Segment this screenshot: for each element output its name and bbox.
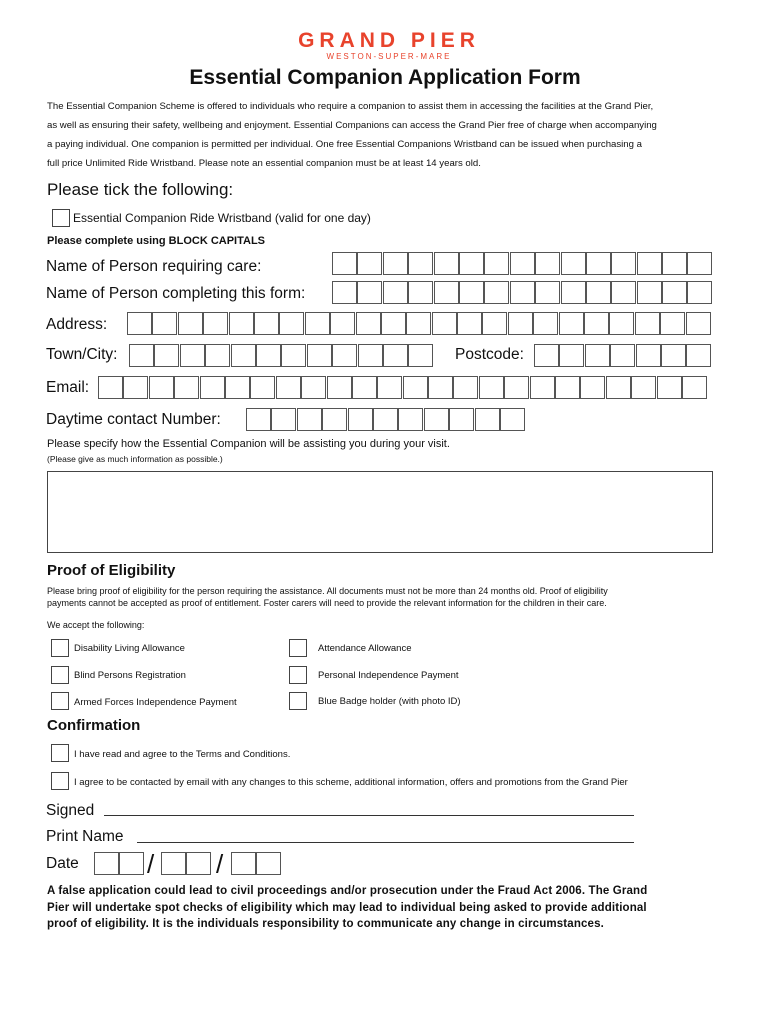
block-capitals-note: Please complete using BLOCK CAPITALS	[47, 235, 266, 247]
letter-cell[interactable]	[457, 312, 482, 335]
afip-label: Armed Forces Independence Payment	[74, 697, 237, 708]
letter-cell[interactable]	[510, 252, 535, 275]
intro-line: The Essential Companion Scheme is offered to individuals who require a companion to assist them in accessing the facilities at the Grand Pier,	[47, 101, 654, 112]
fraud-warning-line: proof of eligibility. It is the individuals responsibility to communicate any change in circumstances.	[47, 918, 604, 930]
grand-pier-logo	[0, 30, 770, 62]
fraud-warning	[47, 883, 737, 933]
letter-cell[interactable]	[682, 376, 707, 399]
letter-cell[interactable]	[377, 376, 402, 399]
letter-cell[interactable]	[555, 376, 580, 399]
letter-cell[interactable]	[534, 344, 559, 367]
letter-cell[interactable]	[383, 281, 408, 304]
letter-cell[interactable]	[357, 252, 382, 275]
letter-cell[interactable]	[584, 312, 609, 335]
name-completing-label: Name of Person completing this form:	[46, 285, 306, 302]
date-day-input[interactable]	[94, 852, 145, 875]
letter-cell[interactable]	[687, 252, 712, 275]
fraud-warning-line: Pier will undertake spot checks of eligibility which may lead to individual being asked to provide additional	[47, 901, 647, 914]
town-input[interactable]	[129, 344, 434, 367]
letter-cell[interactable]	[686, 344, 711, 367]
letter-cell[interactable]	[203, 312, 228, 335]
logo-location: WESTON-SUPER-MARE	[326, 52, 452, 61]
proof-text-line: payments cannot be accepted as proof of entitlement. Foster carers will need to provide the relevant information for the children in their care.	[47, 598, 607, 608]
letter-cell[interactable]	[424, 408, 449, 431]
date-separator: /	[216, 849, 224, 879]
letter-cell[interactable]	[561, 252, 586, 275]
letter-cell[interactable]	[256, 344, 281, 367]
signed-label: Signed	[46, 802, 95, 819]
letter-cell[interactable]	[586, 281, 611, 304]
letter-cell[interactable]	[127, 312, 152, 335]
letter-cell[interactable]	[254, 312, 279, 335]
letter-cell[interactable]	[301, 376, 326, 399]
letter-cell[interactable]	[561, 281, 586, 304]
terms-label: I have read and agree to the Terms and Conditions.	[74, 749, 291, 760]
letter-cell[interactable]	[559, 344, 584, 367]
letter-cell[interactable]	[186, 852, 211, 875]
letter-cell[interactable]	[510, 281, 535, 304]
letter-cell[interactable]	[408, 344, 433, 367]
contact-consent-label: I agree to be contacted by email with any changes to this scheme, additional information, offers and promotions from the Grand Pier	[74, 777, 628, 788]
letter-cell[interactable]	[94, 852, 119, 875]
print-name-label: Print Name	[46, 828, 124, 845]
letter-cell[interactable]	[152, 312, 177, 335]
intro-line: a paying individual. One companion is permitted per individual. One free Essential Companions Wristband can be issued when purchasing a	[47, 139, 642, 150]
letter-cell[interactable]	[585, 344, 610, 367]
letter-cell[interactable]	[403, 376, 428, 399]
letter-cell[interactable]	[559, 312, 584, 335]
letter-cell[interactable]	[631, 376, 656, 399]
name-care-input[interactable]	[332, 252, 713, 275]
letter-cell[interactable]	[358, 344, 383, 367]
date-month-input[interactable]	[161, 852, 212, 875]
letter-cell[interactable]	[586, 252, 611, 275]
letter-cell[interactable]	[356, 312, 381, 335]
letter-cell[interactable]	[533, 312, 558, 335]
terms-checkbox[interactable]	[51, 744, 69, 762]
letter-cell[interactable]	[279, 312, 304, 335]
attendance-label: Attendance Allowance	[318, 643, 412, 654]
letter-cell[interactable]	[322, 408, 347, 431]
letter-cell[interactable]	[178, 312, 203, 335]
letter-cell[interactable]	[686, 312, 711, 335]
letter-cell[interactable]	[428, 376, 453, 399]
signed-line[interactable]	[104, 815, 634, 816]
letter-cell[interactable]	[205, 344, 230, 367]
proof-heading: Proof of Eligibility	[47, 562, 176, 579]
letter-cell[interactable]	[408, 252, 433, 275]
name-completing-input[interactable]	[332, 281, 713, 304]
letter-cell[interactable]	[271, 408, 296, 431]
letter-cell[interactable]	[635, 312, 660, 335]
letter-cell[interactable]	[484, 281, 509, 304]
letter-cell[interactable]	[408, 281, 433, 304]
letter-cell[interactable]	[231, 344, 256, 367]
letter-cell[interactable]	[330, 312, 355, 335]
date-year-input[interactable]	[231, 852, 282, 875]
letter-cell[interactable]	[174, 376, 199, 399]
proof-text-line: Please bring proof of eligibility for the person requiring the assistance. All documents must not be more than 24 months old. Proof of eligibility	[47, 586, 608, 596]
letter-cell[interactable]	[434, 281, 459, 304]
blind-registration-label: Blind Persons Registration	[74, 670, 186, 681]
postcode-label: Postcode:	[455, 346, 524, 363]
town-label: Town/City:	[46, 346, 118, 363]
pip-label: Personal Independence Payment	[318, 670, 459, 681]
letter-cell[interactable]	[373, 408, 398, 431]
letter-cell[interactable]	[398, 408, 423, 431]
accept-label: We accept the following:	[47, 620, 145, 630]
letter-cell[interactable]	[475, 408, 500, 431]
letter-cell[interactable]	[246, 408, 271, 431]
letter-cell[interactable]	[657, 376, 682, 399]
letter-cell[interactable]	[381, 312, 406, 335]
letter-cell[interactable]	[662, 252, 687, 275]
email-input[interactable]	[98, 376, 707, 399]
afip-checkbox[interactable]	[51, 692, 69, 710]
fraud-warning-line: A false application could lead to civil proceedings and/or prosecution under the Fraud Act 2006. The Grand	[47, 885, 648, 897]
letter-cell[interactable]	[434, 252, 459, 275]
letter-cell[interactable]	[609, 312, 634, 335]
logo-wordmark: GRAND PIER	[298, 29, 480, 52]
letter-cell[interactable]	[530, 376, 555, 399]
letter-cell[interactable]	[637, 281, 662, 304]
phone-label: Daytime contact Number:	[46, 411, 221, 428]
letter-cell[interactable]	[154, 344, 179, 367]
assist-prompt: Please specify how the Essential Companion will be assisting you during your visit.	[47, 438, 450, 450]
letter-cell[interactable]	[332, 281, 357, 304]
pip-checkbox[interactable]	[289, 666, 307, 684]
attendance-checkbox[interactable]	[289, 639, 307, 657]
letter-cell[interactable]	[580, 376, 605, 399]
address-input[interactable]	[127, 312, 711, 335]
date-separator: /	[147, 849, 155, 879]
blue-badge-checkbox[interactable]	[289, 692, 307, 710]
dla-label: Disability Living Allowance	[74, 643, 185, 654]
confirmation-heading: Confirmation	[47, 717, 141, 734]
letter-cell[interactable]	[484, 252, 509, 275]
blue-badge-label: Blue Badge holder (with photo ID)	[318, 696, 461, 707]
intro-line: full price Unlimited Ride Wristband. Please note an essential companion must be at least 14 years old.	[47, 158, 481, 169]
letter-cell[interactable]	[305, 312, 330, 335]
letter-cell[interactable]	[161, 852, 186, 875]
letter-cell[interactable]	[352, 376, 377, 399]
letter-cell[interactable]	[687, 281, 712, 304]
letter-cell[interactable]	[636, 344, 661, 367]
letter-cell[interactable]	[256, 852, 281, 875]
print-name-line[interactable]	[137, 842, 634, 843]
letter-cell[interactable]	[250, 376, 275, 399]
letter-cell[interactable]	[98, 376, 123, 399]
wristband-checkbox[interactable]	[52, 209, 70, 227]
letter-cell[interactable]	[406, 312, 431, 335]
letter-cell[interactable]	[149, 376, 174, 399]
intro-line: as well as ensuring their safety, wellbeing and enjoyment. Essential Companions can access the Grand Pier free of charge when accompanying	[47, 120, 657, 131]
letter-cell[interactable]	[504, 376, 529, 399]
letter-cell[interactable]	[200, 376, 225, 399]
letter-cell[interactable]	[459, 252, 484, 275]
letter-cell[interactable]	[123, 376, 148, 399]
letter-cell[interactable]	[383, 344, 408, 367]
assist-textarea[interactable]	[47, 471, 713, 553]
letter-cell[interactable]	[535, 252, 560, 275]
letter-cell[interactable]	[119, 852, 144, 875]
letter-cell[interactable]	[332, 344, 357, 367]
letter-cell[interactable]	[500, 408, 525, 431]
letter-cell[interactable]	[479, 376, 504, 399]
letter-cell[interactable]	[383, 252, 408, 275]
letter-cell[interactable]	[276, 376, 301, 399]
wristband-label: Essential Companion Ride Wristband (valid for one day)	[73, 211, 371, 225]
letter-cell[interactable]	[129, 344, 154, 367]
email-label: Email:	[46, 379, 90, 396]
letter-cell[interactable]	[281, 344, 306, 367]
letter-cell[interactable]	[348, 408, 373, 431]
postcode-input[interactable]	[534, 344, 712, 367]
letter-cell[interactable]	[231, 852, 256, 875]
letter-cell[interactable]	[327, 376, 352, 399]
letter-cell[interactable]	[661, 344, 686, 367]
letter-cell[interactable]	[307, 344, 332, 367]
letter-cell[interactable]	[357, 281, 382, 304]
letter-cell[interactable]	[459, 281, 484, 304]
tick-heading: Please tick the following:	[47, 180, 234, 199]
letter-cell[interactable]	[637, 252, 662, 275]
intro-paragraph	[47, 97, 727, 173]
letter-cell[interactable]	[453, 376, 478, 399]
name-care-label: Name of Person requiring care:	[46, 258, 262, 275]
letter-cell[interactable]	[225, 376, 250, 399]
letter-cell[interactable]	[606, 376, 631, 399]
page-title: Essential Companion Application Form	[189, 66, 581, 89]
date-label: Date	[46, 855, 79, 872]
assist-hint: (Please give as much information as possible.)	[47, 454, 223, 464]
letter-cell[interactable]	[535, 281, 560, 304]
phone-input[interactable]	[246, 408, 525, 431]
letter-cell[interactable]	[229, 312, 254, 335]
letter-cell[interactable]	[332, 252, 357, 275]
letter-cell[interactable]	[297, 408, 322, 431]
blind-registration-checkbox[interactable]	[51, 666, 69, 684]
letter-cell[interactable]	[610, 344, 635, 367]
letter-cell[interactable]	[611, 252, 636, 275]
letter-cell[interactable]	[449, 408, 474, 431]
letter-cell[interactable]	[482, 312, 507, 335]
address-label: Address:	[46, 316, 108, 333]
letter-cell[interactable]	[662, 281, 687, 304]
letter-cell[interactable]	[611, 281, 636, 304]
letter-cell[interactable]	[432, 312, 457, 335]
letter-cell[interactable]	[508, 312, 533, 335]
dla-checkbox[interactable]	[51, 639, 69, 657]
contact-consent-checkbox[interactable]	[51, 772, 69, 790]
letter-cell[interactable]	[180, 344, 205, 367]
letter-cell[interactable]	[660, 312, 685, 335]
